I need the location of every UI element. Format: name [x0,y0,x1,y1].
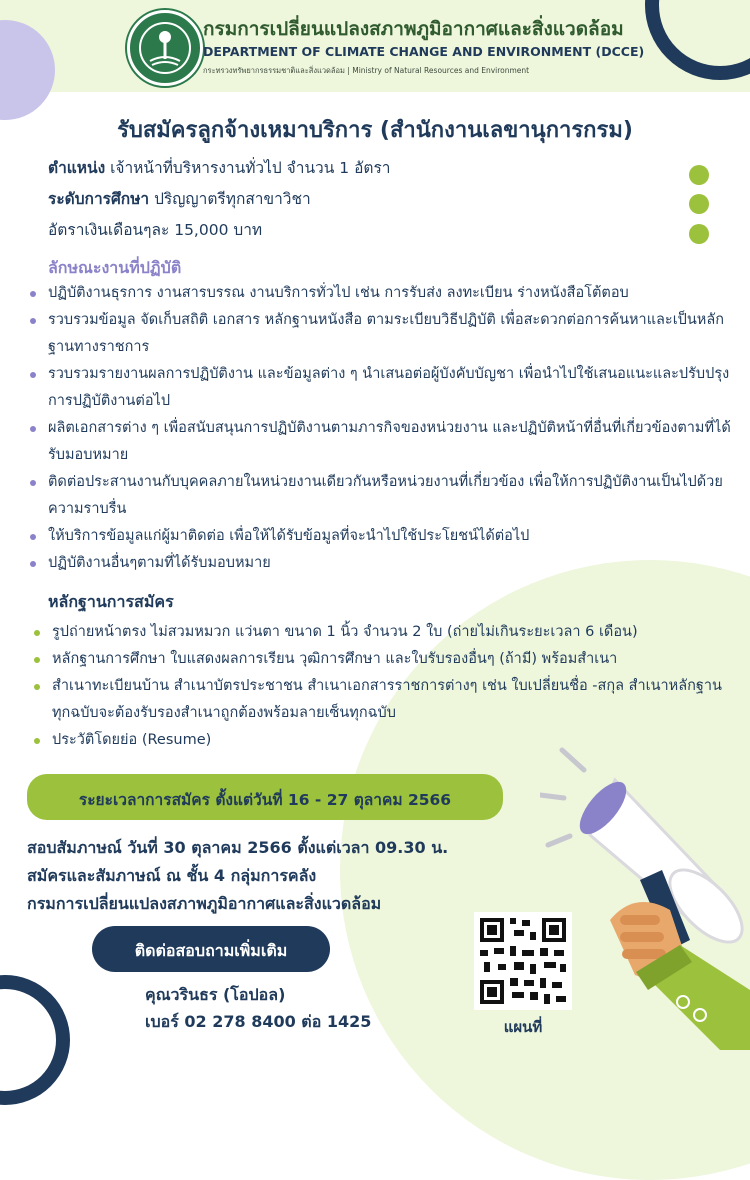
contact-name: คุณวรินธร (โอปอล) [145,985,286,1004]
document-item: ประวัติโดยย่อ (Resume) [52,727,692,754]
documents-title: หลักฐานการสมัคร [48,592,174,611]
duty-item: ติดต่อประสานงานกับบุคคลภายในหน่วยงานเดียวกันหรือหน่วยงานที่เกี่ยวข้อง เพื่อให้การปฏิบัติงานเป็นไปด้วยความราบรื่น [48,469,738,523]
contact-banner-text: ติดต่อสอบถามเพิ่มเติม [134,941,288,960]
position-value: เจ้าหน้าที่บริหารงานทั่วไป จำนวน 1 อัตรา [110,159,391,177]
bullet-icon [30,372,36,378]
position-line [48,155,390,180]
education-label: ระดับการศึกษา [48,190,150,208]
bullet-icon [34,630,40,636]
org-name-english: DEPARTMENT OF CLIMATE CHANGE AND ENVIRONMENT (DCCE) [203,44,645,59]
duty-item: ปฏิบัติงานธุรการ งานสารบรรณ งานบริการทั่วไป เช่น การรับส่ง ลงทะเบียน ร่างหนังสือโต้ตอบ [48,280,738,307]
duty-item: รวบรวมข้อมูล จัดเก็บสถิติ เอกสาร หลักฐานหนังสือ ตามระเบียบวิธีปฏิบัติ เพื่อสะดวกต่อการค้นหาและเป็นหลักฐานทางราชการ [48,307,738,361]
bullet-icon [30,426,36,432]
megaphone-illustration [540,740,750,1050]
duty-item: ปฏิบัติงานอื่นๆตามที่ได้รับมอบหมาย [48,550,738,577]
contact-phone: เบอร์ 02 278 8400 ต่อ 1425 [145,1012,372,1031]
qr-label: แผนที่ [503,1018,543,1036]
bullet-icon [30,480,36,486]
bullet-icon [34,738,40,744]
interview-date: สอบสัมภาษณ์ วันที่ 30 ตุลาคม 2566 ตั้งแต่เวลา 09.30 น. [27,838,449,857]
contact-banner [92,926,330,972]
document-item: รูปถ่ายหน้าตรง ไม่สวมหมวก แว่นตา ขนาด 1 นิ้ว จำนวน 2 ใบ (ถ่ายไม่เกินระยะเวลา 6 เดือน) [52,619,692,646]
bullet-icon [34,657,40,663]
education-line [48,186,311,211]
bullet-icon [30,318,36,324]
duty-item: ให้บริการข้อมูลแก่ผู้มาติดต่อ เพื่อให้ได้รับข้อมูลที่จะนำไปใช้ประโยชน์ได้ต่อไป [48,523,738,550]
interview-location: สมัครและสัมภาษณ์ ณ ชั้น 4 กลุ่มการคลัง [27,866,317,885]
bullet-icon [30,534,36,540]
duties-title: ลักษณะงานที่ปฏิบัติ [48,258,182,277]
document-item: สำเนาทะเบียนบ้าน สำเนาบัตรประชาชน สำเนาเอกสารราชการต่างๆ เช่น ใบเปลี่ยนชื่อ -สกุล สำเนาหลักฐานทุกฉบับจะต้องรับรองสำเนาถูกต้องพร้อมลายเซ็นทุกฉบับ [52,673,732,727]
application-period-banner [27,774,503,820]
navy-corner-ring-decoration [0,975,70,1105]
education-value: ปริญญาตรีทุกสาขาวิชา [154,190,311,208]
application-period-text: ระยะเวลาการสมัคร ตั้งแต่วันที่ 16 - 27 ตุลาคม 2566 [78,791,452,809]
green-dot [689,194,709,214]
position-label: ตำแหน่ง [48,159,106,177]
bullet-icon [34,684,40,690]
org-name-thai: กรมการเปลี่ยนแปลงสภาพภูมิอากาศและสิ่งแวดล้อม [203,18,624,40]
interview-department: กรมการเปลี่ยนแปลงสภาพภูมิอากาศและสิ่งแวดล้อม [27,894,382,913]
page-title: รับสมัครลูกจ้างเหมาบริการ (สำนักงานเลขานุการกรม) [117,118,633,143]
duty-item: รวบรวมรายงานผลการปฏิบัติงาน และข้อมูลต่าง ๆ นำเสนอต่อผู้บังคับบัญชา เพื่อนำไปใช้เสนอแนะและปรับปรุงการปฏิบัติงานต่อไป [48,361,738,415]
green-dot [689,224,709,244]
bullet-icon [30,291,36,297]
salary-line: อัตราเงินเดือนๆละ 15,000 บาท [48,221,263,239]
green-dot [689,165,709,185]
duty-item: ผลิตเอกสารต่าง ๆ เพื่อสนับสนุนการปฏิบัติงานตามภารกิจของหน่วยงาน และปฏิบัติหน้าที่อื่นที่เกี่ยวข้องตามที่ได้รับมอบหมาย [48,415,738,469]
ministry-name: กระทรวงทรัพยากรธรรมชาติและสิ่งแวดล้อม | Ministry of Natural Resources and Environment [203,66,530,75]
document-item: หลักฐานการศึกษา ใบแสดงผลการเรียน วุฒิการศึกษา และใบรับรองอื่นๆ (ถ้ามี) พร้อมสำเนา [52,646,692,673]
dcce-logo [127,10,203,86]
bullet-icon [30,561,36,567]
